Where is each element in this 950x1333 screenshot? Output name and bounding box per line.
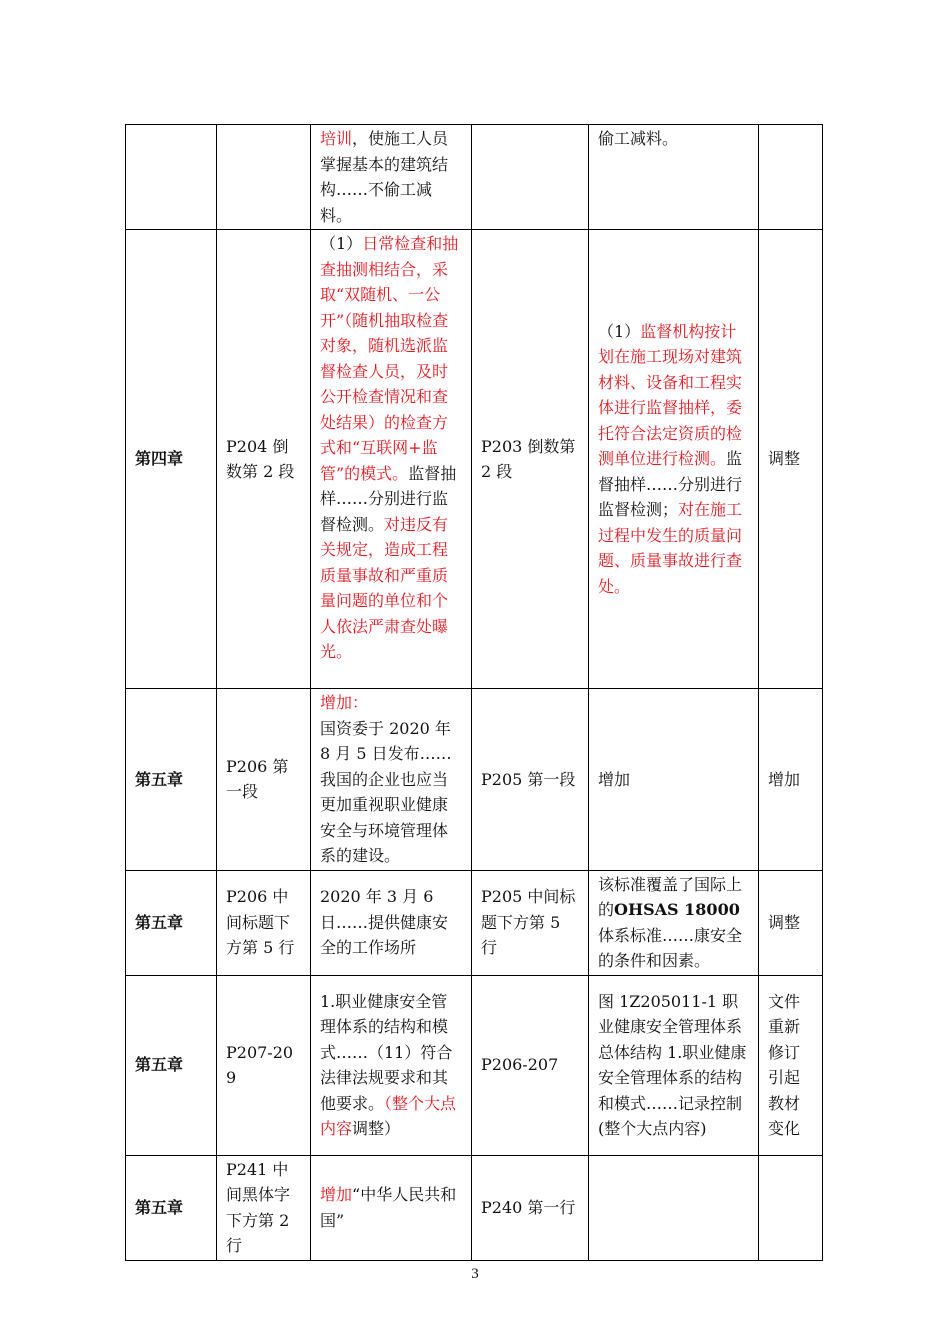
old-content-text: ，使施工人员掌握基本的建筑结构……不偷工减料。: [320, 129, 449, 225]
old-location-cell: P241 中间黑体字下方第 2 行: [217, 1155, 311, 1260]
new-location-cell: [472, 125, 589, 230]
old-location-cell: P206 中间标题下方第 5 行: [217, 870, 311, 975]
old-content-text: 1.职业健康安全管理体系的结构和模式……（11）符合法律法规要求和其他要求。: [320, 991, 453, 1113]
table-row: [126, 230, 823, 689]
old-content-cell: 2020 年 3 月 6 日……提供健康安全的工作场所: [311, 870, 472, 975]
new-content-red-tail: 对在施工过程中发生的质量问题、质量事故进行查处。: [598, 500, 743, 596]
new-content-cell: 增加: [589, 689, 759, 871]
page-number: 3: [471, 1266, 479, 1282]
new-location-cell: P206-207: [472, 975, 589, 1155]
new-content-text: 该标准覆盖了国际上的: [598, 874, 743, 919]
table-row: [126, 1155, 823, 1260]
standard-code: OHSAS 18000: [614, 900, 740, 919]
chapter-cell: 第五章: [126, 1155, 217, 1260]
old-content-text: “中华人民共和国”: [320, 1185, 457, 1230]
chapter-cell: 第五章: [126, 975, 217, 1155]
old-content-prefix: （1）: [320, 234, 363, 253]
old-content-cell: [311, 1155, 472, 1260]
new-content-cell: [589, 870, 759, 975]
old-content-cell: [311, 230, 472, 689]
old-content-red: 日常检查和抽查抽测相结合，采取“双随机、一公开”（随机抽取检查对象，随机选派监督检查人员，及时公开检查情况和查处结果）的检查方式和“互联网+监管”的模式。: [320, 234, 459, 483]
old-content-red: 增加: [320, 1185, 353, 1204]
old-content-red: （整个大点内容: [320, 1093, 457, 1138]
chapter-cell: [126, 125, 217, 230]
old-location-cell: P207-209: [217, 975, 311, 1155]
new-location-cell: P203 倒数第 2 段: [472, 230, 589, 689]
old-location-cell: P206 第一段: [217, 689, 311, 871]
revision-table: [125, 124, 823, 1261]
note-cell: [759, 125, 823, 230]
new-content-prefix: （1）: [598, 321, 641, 341]
chapter-cell: 第五章: [126, 689, 217, 871]
old-content-text: 监督抽样……分别进行监督检测。: [320, 463, 457, 534]
old-content-red: 增加：: [320, 693, 369, 712]
old-content-text: 国资委于 2020 年 8 月 5 日发布……我国的企业也应当更加重视职业健康安全与环境管理体系的建设。: [320, 718, 452, 865]
new-content-cell: [589, 230, 759, 689]
old-content-cell: [311, 975, 472, 1155]
old-content-red-tail: 对违反有关规定，造成工程质量事故和严重质量问题的单位和个人依法严肃查处曝光。: [320, 514, 449, 661]
new-location-cell: P205 第一段: [472, 689, 589, 871]
old-location-cell: P204 倒数第 2 段: [217, 230, 311, 689]
new-location-cell: P205 中间标题下方第 5 行: [472, 870, 589, 975]
new-content-text-tail: 体系标准……康安全的条件和因素。: [598, 925, 743, 970]
note-cell: 调整: [759, 230, 823, 689]
old-location-cell: [217, 125, 311, 230]
table-row: [126, 125, 823, 230]
new-content-cell: 偷工减料。: [589, 125, 759, 230]
note-cell: 文件重新修订引起教材变化: [759, 975, 823, 1155]
new-content-cell: 图 1Z205011-1 职业健康安全管理体系总体结构 1.职业健康安全管理体系的结构和模式……记录控制(整个大点内容): [589, 975, 759, 1155]
new-content-cell: [589, 1155, 759, 1260]
table-row: [126, 689, 823, 871]
table-row: [126, 975, 823, 1155]
table-row: [126, 870, 823, 975]
note-cell: 增加: [759, 689, 823, 871]
new-content-red: 监督机构按计划在施工现场对建筑材料、设备和工程实体进行监督抽样，委托符合法定资质的检测单位进行检测。: [598, 321, 743, 469]
note-cell: 调整: [759, 870, 823, 975]
chapter-cell: 第五章: [126, 870, 217, 975]
note-cell: [759, 1155, 823, 1260]
old-content-tail: 调整）: [352, 1119, 401, 1138]
old-content-red: 培训: [320, 129, 353, 148]
old-content-cell: [311, 125, 472, 230]
new-content-text: 监督抽样……分别进行监督检测；: [598, 449, 743, 520]
chapter-cell: 第四章: [126, 230, 217, 689]
old-content-cell: [311, 689, 472, 871]
new-location-cell: P240 第一行: [472, 1155, 589, 1260]
